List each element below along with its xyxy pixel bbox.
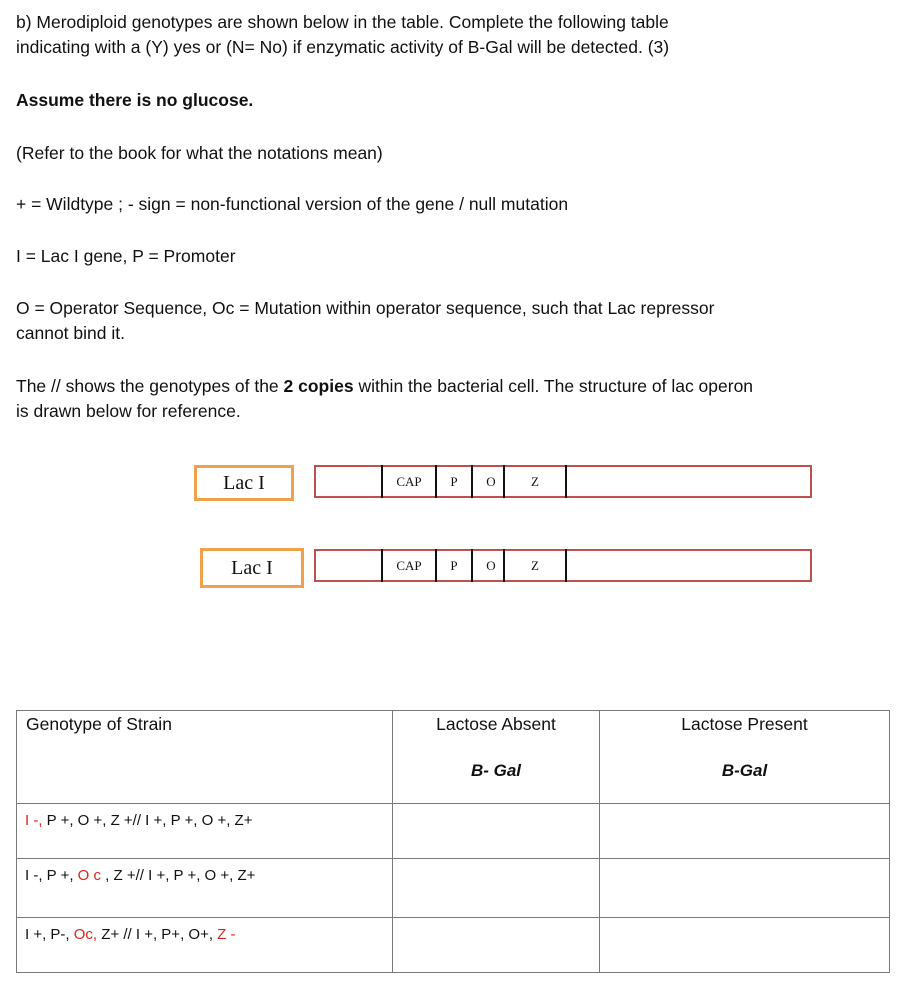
table-row <box>17 918 890 973</box>
table-row <box>17 859 890 918</box>
laci-box-1: Lac I <box>194 465 294 501</box>
operon-2-cap: CAP <box>396 557 422 573</box>
operon-1-cap: CAP <box>396 473 422 489</box>
genotype-cell <box>17 804 393 859</box>
genotype-part: Z+ // I +, P+, O+, <box>97 926 218 943</box>
operon-2-divider <box>565 549 567 582</box>
wildtype-definition: + = Wildtype ; - sign = non-functional version of the gene / null mutation <box>16 194 569 214</box>
table-row <box>17 804 890 859</box>
laci-box-2: Lac I <box>200 548 304 588</box>
operator-definition-line-1: O = Operator Sequence, Oc = Mutation within operator sequence, such that Lac repressor <box>16 298 715 318</box>
operon-2-promoter: P <box>450 557 458 573</box>
genotype-red-part: O c <box>77 867 102 884</box>
genotype-table <box>16 710 890 973</box>
operon-1-divider <box>471 465 473 498</box>
operon-1-operator: O <box>486 473 496 489</box>
copies-bold: 2 copies <box>283 376 354 396</box>
operon-strand-2 <box>314 549 812 582</box>
genotype-part: I +, P-, <box>25 926 74 943</box>
genotype-cell <box>17 859 393 918</box>
genotype-part: I -, P +, <box>25 867 78 884</box>
genotype-part: P +, O +, Z +// I +, P +, O +, Z+ <box>42 812 253 829</box>
copies-pre: The // shows the genotypes of the <box>16 376 284 396</box>
header-lactose-present <box>600 711 890 804</box>
answer-cell-lactose-present[interactable] <box>600 804 890 859</box>
header-lactose-absent-bgal: B- Gal <box>470 761 522 780</box>
genotype-part: , Z +// I +, P +, O +, Z+ <box>101 867 256 884</box>
header-lactose-absent-label: Lactose Absent <box>436 714 556 734</box>
question-line-2: indicating with a (Y) yes or (N= No) if enzymatic activity of B-Gal will be detected. (3) <box>16 37 670 57</box>
genotype-red-part: Oc, <box>73 926 98 943</box>
assumption: Assume there is no glucose. <box>16 90 254 110</box>
operon-2-z-gene: Z <box>531 557 539 573</box>
operator-definition-line-2: cannot bind it. <box>16 323 125 343</box>
answer-cell-lactose-present[interactable] <box>600 859 890 918</box>
operon-1-promoter: P <box>450 473 458 489</box>
answer-cell-lactose-absent[interactable] <box>393 804 600 859</box>
operon-1-divider <box>565 465 567 498</box>
answer-cell-lactose-absent[interactable] <box>393 859 600 918</box>
genotype-red-part: Z - <box>217 926 236 943</box>
answer-cell-lactose-present[interactable] <box>600 918 890 973</box>
header-lactose-present-label: Lactose Present <box>681 714 808 734</box>
copies-post: within the bacterial cell. The structure of lac operon <box>353 376 754 396</box>
operon-2-operator: O <box>486 557 496 573</box>
operon-1-z-gene: Z <box>531 473 539 489</box>
header-lactose-present-bgal: B-Gal <box>721 761 768 780</box>
operon-2-divider <box>471 549 473 582</box>
laci-definition: I = Lac I gene, P = Promoter <box>16 246 236 266</box>
genotype-cell <box>17 918 393 973</box>
operon-strand-1 <box>314 465 812 498</box>
header-genotype <box>17 711 393 804</box>
copies-line-1 <box>16 374 753 399</box>
refer-note: (Refer to the book for what the notations mean) <box>16 143 383 163</box>
genotype-red-part: I -, <box>25 812 43 829</box>
header-lactose-absent <box>393 711 600 804</box>
answer-cell-lactose-absent[interactable] <box>393 918 600 973</box>
question-line-1: b) Merodiploid genotypes are shown below in the table. Complete the following table <box>16 12 669 32</box>
table-header-row <box>17 711 890 804</box>
copies-line-2: is drawn below for reference. <box>16 401 241 421</box>
header-genotype-label: Genotype of Strain <box>26 714 172 734</box>
